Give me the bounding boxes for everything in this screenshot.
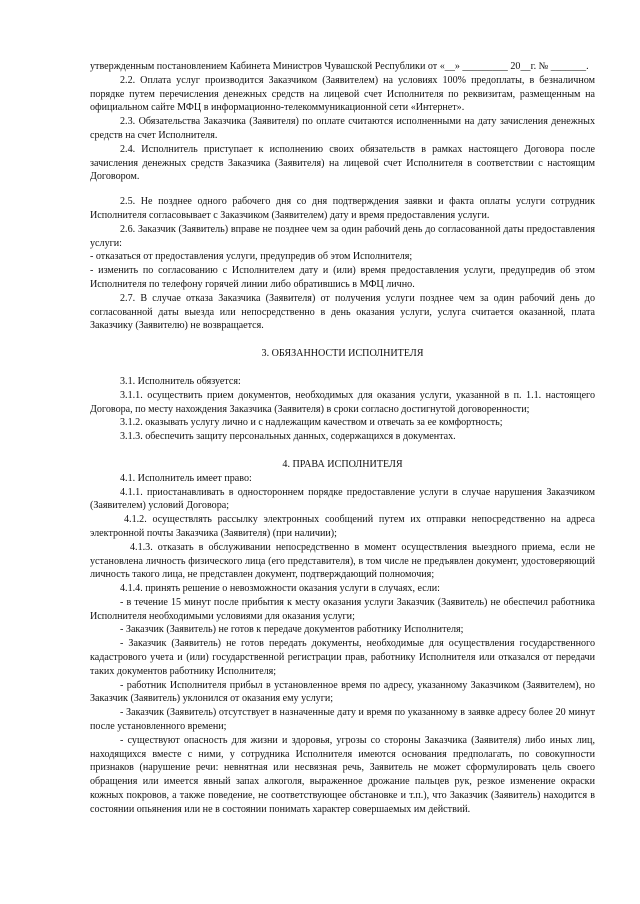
list-item: - в течение 15 минут после прибытия к месту оказания услуги Заказчик (Заявитель) не обеспечил работника Исполнителя необходимыми условиями для оказания услуги; bbox=[90, 596, 595, 622]
clause-3-1: 3.1. Исполнитель обязуется: bbox=[120, 375, 241, 387]
section-heading: 3. ОБЯЗАННОСТИ ИСПОЛНИТЕЛЯ bbox=[261, 348, 424, 360]
list-item: - Заказчик (Заявитель) не готов передать документы, необходимые для осуществления государственного кадастрового учета и (или) государственной регистрации прав, работнику Исполнителя или отказался от передачи таких документов работнику Исполнителя; bbox=[90, 638, 595, 677]
clause-3-1-2: 3.1.2. оказывать услугу лично и с надлежащим качеством и отвечать за ее комфортность; bbox=[120, 417, 503, 429]
document-page bbox=[90, 60, 595, 817]
spacer bbox=[90, 184, 595, 195]
clause-4-1-4: 4.1.4. принять решение о невозможности оказания услуги в случаях, если: bbox=[120, 583, 440, 595]
clause-2-2: 2.2. Оплата услуг производится Заказчиком (Заявителем) на условиях 100% предоплаты, в безналичном порядке путем перечисления денежных средств на лицевой счет Исполнителя по реквизитам, размещенным на официальном сайте МФЦ в информационно-телекоммуникационной сети «Интернет». bbox=[90, 74, 595, 114]
clause-4-1-2: 4.1.2. осуществлять рассылку электронных сообщений путем их отправки непосредственно на адреса электронной почты Заказчика (Заявителя) (при наличии); bbox=[90, 514, 595, 539]
clause-2-4: 2.4. Исполнитель приступает к исполнению своих обязательств в рамках настоящего Договора после зачисления денежных средств Заказчика (Заявителя) на лицевой счет Исполнителя в соответствии с настоящим Договором. bbox=[90, 143, 595, 183]
list-item: - работник Исполнителя прибыл в установленное время по адресу, указанному Заказчиком (Заявителем), но Заказчик (Заявитель) уклонился от оказания ему услуги; bbox=[90, 679, 595, 705]
clause-4-1-3: 4.1.3. отказать в обслуживании непосредственно в момент осуществления выездного приема, если не установлена личность физического лица (его представителя), в том числе не предъявлен документ, удостоверяющий личность такого лица, не представлен документ, подтверждающий полномочия; bbox=[90, 541, 595, 581]
list-item: - существуют опасность для жизни и здоровья, угрозы со стороны Заказчика (Заявителя) либо иных лиц, находящихся вместе с ними, у сотрудника Исполнителя имеются основания предполагать, по совокупности признаков (нарушение речи: невнятная или несвязная речь, Заявитель не может сформулировать цель своего обращения или имеется явный запах алкоголя, выраженное дрожание пальцев рук, резкое изменение окраски кожных покровов, а также поведение, не соответствующее обстановке и т.п.), что Заказчик (Заявитель) находится в состоянии опьянения или не в состоянии понимать характер совершаемых им действий. bbox=[90, 734, 595, 815]
spacer bbox=[90, 333, 595, 347]
clause-2-3: 2.3. Обязательства Заказчика (Заявителя) по оплате считаются исполненными на дату зачисления денежных средств на счет Исполнителя. bbox=[90, 116, 595, 141]
clause-2-5: 2.5. Не позднее одного рабочего дня со дня подтверждения заявки и факта оплаты услуги сотрудник Исполнителя согласовывает с Заказчиком (Заявителем) дату и время предоставления услуги. bbox=[90, 196, 595, 221]
clause-2-7: 2.7. В случае отказа Заказчика (Заявителя) от получения услуги позднее чем за один рабочий день до согласованной даты выезда или непосредственно в день оказания услуги, услуга считается оказанной, плата Заказчику (Заявителю) не возвращается. bbox=[90, 292, 595, 332]
list-item: - Заказчик (Заявитель) не готов к передаче документов работнику Исполнителя; bbox=[120, 624, 464, 636]
clause-2-6-item: - изменить по согласованию с Исполнителем дату и (или) время предоставления услуги, предупредив об этом Исполнителя по телефону горячей линии либо обратившись в МФЦ лично. bbox=[90, 265, 595, 290]
clause-4-1-1: 4.1.1. приостанавливать в одностороннем порядке предоставление услуги в случае нарушения Заказчиком (Заявителем) условий Договора; bbox=[90, 486, 595, 512]
intro-paragraph: утвержденным постановлением Кабинета Министров Чувашской Республики от «__» _________ 20__г. № _______. bbox=[90, 61, 589, 72]
clause-3-1-1: 3.1.1. осуществить прием документов, необходимых для оказания услуги, указанной в п. 1.1. настоящего Договора, по месту нахождения Заказчика (Заявителя) в сроки согласно достигнутой договоренности; bbox=[90, 389, 595, 415]
clause-3-1-3: 3.1.3. обеспечить защиту персональных данных, содержащихся в документах. bbox=[120, 431, 456, 443]
list-item: - Заказчик (Заявитель) отсутствует в назначенные дату и время по указанному в заявке адресу более 20 минут после установленного времени; bbox=[90, 707, 595, 733]
section-heading: 4. ПРАВА ИСПОЛНИТЕЛЯ bbox=[282, 458, 403, 470]
spacer bbox=[90, 444, 595, 458]
clause-2-6: 2.6. Заказчик (Заявитель) вправе не позднее чем за один рабочий день до согласованной даты предоставления услуги: bbox=[90, 223, 595, 249]
clause-4-1: 4.1. Исполнитель имеет право: bbox=[120, 472, 252, 484]
spacer bbox=[90, 361, 595, 375]
clause-2-6-item: - отказаться от предоставления услуги, предупредив об этом Исполнителя; bbox=[90, 251, 413, 263]
